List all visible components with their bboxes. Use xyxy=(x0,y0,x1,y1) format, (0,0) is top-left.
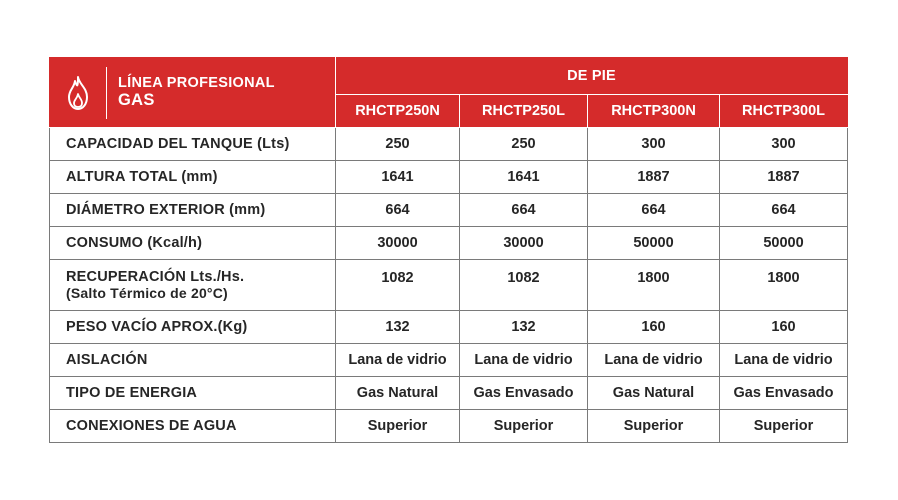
table-cell: Superior xyxy=(588,410,720,443)
table-cell: 1082 xyxy=(460,260,588,311)
row-label: PESO VACÍO APROX.(Kg) xyxy=(50,311,336,344)
row-label: ALTURA TOTAL (mm) xyxy=(50,161,336,194)
table-cell: 160 xyxy=(588,311,720,344)
table-row xyxy=(50,410,848,443)
table-cell: 664 xyxy=(460,194,588,227)
table-cell: 30000 xyxy=(460,227,588,260)
table-cell: Superior xyxy=(460,410,588,443)
model-header: RHCTP300L xyxy=(720,95,848,128)
model-header: RHCTP250N xyxy=(336,95,460,128)
table-cell: 664 xyxy=(588,194,720,227)
brand-header xyxy=(50,58,336,128)
table-cell: 1800 xyxy=(720,260,848,311)
table-cell: 1800 xyxy=(588,260,720,311)
table-cell: 664 xyxy=(720,194,848,227)
table-cell: 1082 xyxy=(336,260,460,311)
model-header: RHCTP250L xyxy=(460,95,588,128)
row-label: AISLACIÓN xyxy=(50,344,336,377)
table-cell: Gas Natural xyxy=(336,377,460,410)
brand-divider xyxy=(106,67,107,119)
table-row xyxy=(50,311,848,344)
row-label-main: RECUPERACIÓN Lts./Hs. xyxy=(66,269,245,285)
table-cell: Superior xyxy=(720,410,848,443)
brand-line2: GAS xyxy=(118,91,155,109)
row-label: DIÁMETRO EXTERIOR (mm) xyxy=(50,194,336,227)
table-cell: Lana de vidrio xyxy=(588,344,720,377)
table-row xyxy=(50,128,848,161)
table-row xyxy=(50,344,848,377)
table-cell: Gas Envasado xyxy=(720,377,848,410)
table-cell: Gas Envasado xyxy=(460,377,588,410)
table-cell: Lana de vidrio xyxy=(460,344,588,377)
brand-title xyxy=(118,75,275,110)
brand-line1: LÍNEA PROFESIONAL xyxy=(118,75,275,91)
table-cell: 250 xyxy=(460,128,588,161)
table-cell: 132 xyxy=(336,311,460,344)
spec-table xyxy=(49,57,848,443)
row-sublabel: (Salto Térmico de 20°C) xyxy=(66,285,228,301)
table-cell: 50000 xyxy=(588,227,720,260)
row-label xyxy=(50,260,336,311)
table-cell: 50000 xyxy=(720,227,848,260)
table-cell: Superior xyxy=(336,410,460,443)
row-label: TIPO DE ENERGIA xyxy=(50,377,336,410)
table-row xyxy=(50,161,848,194)
table-cell: 300 xyxy=(720,128,848,161)
table-cell: 1641 xyxy=(336,161,460,194)
table-cell: 1887 xyxy=(588,161,720,194)
table-row xyxy=(50,194,848,227)
row-label: CAPACIDAD DEL TANQUE (Lts) xyxy=(50,128,336,161)
table-cell: Gas Natural xyxy=(588,377,720,410)
table-row xyxy=(50,377,848,410)
group-header: DE PIE xyxy=(336,58,848,95)
row-label: CONEXIONES DE AGUA xyxy=(50,410,336,443)
table-row xyxy=(50,260,848,311)
row-label: CONSUMO (Kcal/h) xyxy=(50,227,336,260)
flame-icon xyxy=(50,59,106,127)
table-cell: 132 xyxy=(460,311,588,344)
table-cell: Lana de vidrio xyxy=(336,344,460,377)
table-cell: 664 xyxy=(336,194,460,227)
table-cell: 300 xyxy=(588,128,720,161)
table-cell: 160 xyxy=(720,311,848,344)
model-header: RHCTP300N xyxy=(588,95,720,128)
table-row xyxy=(50,227,848,260)
table-cell: 30000 xyxy=(336,227,460,260)
table-cell: 1887 xyxy=(720,161,848,194)
table-cell: 250 xyxy=(336,128,460,161)
table-cell: Lana de vidrio xyxy=(720,344,848,377)
table-cell: 1641 xyxy=(460,161,588,194)
